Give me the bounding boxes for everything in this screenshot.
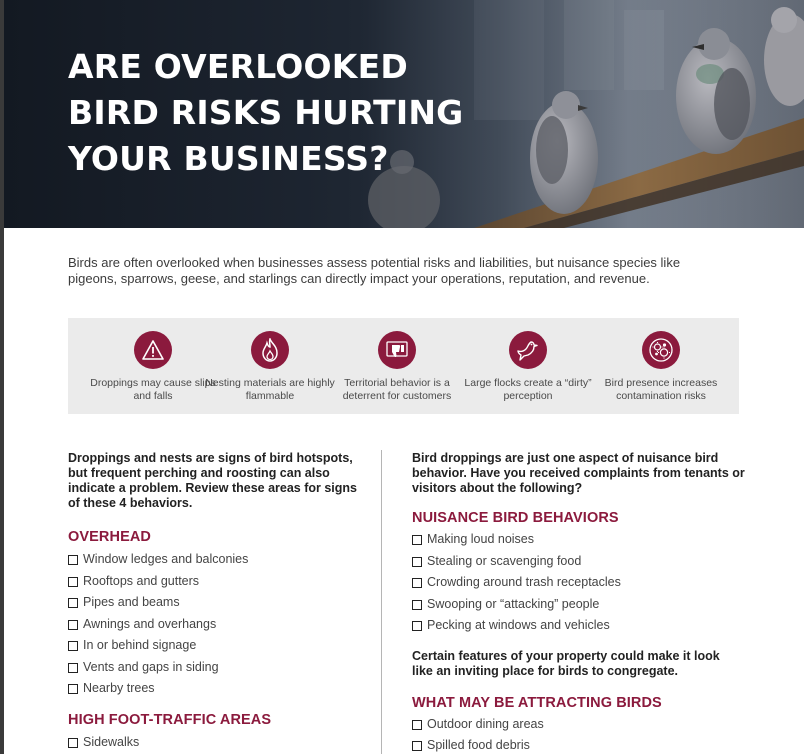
checklist-label: Pecking at windows and vehicles: [427, 618, 610, 632]
checklist-item: [412, 532, 752, 554]
warning-icon: [134, 331, 172, 369]
checklist-label: Window ledges and balconies: [83, 552, 249, 566]
risk-icons-band: [68, 318, 739, 414]
checklist-item: [412, 738, 752, 754]
right-column: [412, 451, 752, 754]
right-lead-text-2: Certain features of your property could make it look like an inviting place for birds to congregate.: [412, 648, 720, 678]
risk-label: Droppings may cause slips and falls: [90, 377, 216, 402]
checkbox[interactable]: [412, 578, 422, 588]
overhead-heading: OVERHEAD: [68, 529, 151, 545]
checkbox[interactable]: [68, 598, 78, 608]
checklist-item: [68, 595, 358, 617]
overhead-checklist: [68, 552, 358, 703]
checklist-label: Swooping or “attacking” people: [427, 596, 600, 611]
risk-label: Large flocks create a “dirty” perception: [464, 377, 592, 402]
checklist-label: Sidewalks: [83, 734, 140, 749]
checklist-item: [412, 717, 752, 739]
attracting-checklist: [412, 717, 752, 754]
checkbox[interactable]: [412, 535, 422, 545]
checkbox[interactable]: [412, 600, 422, 610]
checklist-item: [68, 617, 358, 639]
checkbox[interactable]: [68, 738, 78, 748]
title-line-3: YOUR BUSINESS?: [68, 139, 389, 178]
left-column: [68, 451, 358, 754]
checklist-label: Spilled food debris: [427, 738, 530, 752]
attracting-heading: WHAT MAY BE ATTRACTING BIRDS: [412, 694, 662, 711]
risk-item-slips: [88, 318, 218, 414]
intro-paragraph: Birds are often overlooked when businesses assess potential risks and liabilities, but nuisance species like pigeons, sparrows, geese, and starlings can directly impact your operations, reputation, and revenue.: [68, 255, 681, 286]
column-divider: [381, 450, 382, 754]
hero-banner: [4, 0, 804, 228]
checkbox[interactable]: [68, 577, 78, 587]
checkbox[interactable]: [68, 663, 78, 673]
checklist-label: In or behind signage: [83, 638, 197, 652]
risk-label: Bird presence increases contamination risks: [604, 377, 718, 402]
risk-item-perception: [463, 318, 593, 414]
checklist-label: Making loud noises: [427, 532, 535, 546]
checkbox[interactable]: [412, 720, 422, 730]
checklist-label: Nearby trees: [83, 681, 155, 695]
fire-icon: [251, 331, 289, 369]
risk-label: Nesting materials are highly flammable: [205, 377, 335, 402]
title-line-2: BIRD RISKS HURTING: [68, 93, 464, 132]
checkbox[interactable]: [412, 741, 422, 751]
germs-icon: [642, 331, 680, 369]
checkbox[interactable]: [412, 621, 422, 631]
checklist-label: Stealing or scavenging food: [427, 553, 582, 568]
risk-item-deterrent: [332, 318, 462, 414]
checklist-item: [68, 574, 358, 596]
checklist-item: [68, 638, 358, 660]
checklist-label: Rooftops and gutters: [83, 573, 200, 588]
checklist-item: [412, 575, 752, 597]
page-title: [68, 44, 508, 182]
checkbox[interactable]: [68, 620, 78, 630]
traffic-heading: HIGH FOOT-TRAFFIC AREAS: [68, 711, 272, 728]
checklist-label: Pipes and beams: [83, 595, 180, 609]
checklist-label: Crowding around trash receptacles: [427, 575, 621, 589]
title-line-1: ARE OVERLOOKED: [68, 47, 408, 86]
checkbox[interactable]: [68, 555, 78, 565]
right-lead-text: Bird droppings are just one aspect of nuisance bird behavior. Have you received complaints from tenants or visitors about the following?: [412, 451, 745, 495]
checkbox[interactable]: [68, 641, 78, 651]
checklist-item: [68, 552, 358, 574]
checklist-item: [68, 660, 358, 682]
checklist-item: [412, 618, 752, 640]
bird-icon: [509, 331, 547, 369]
behaviors-heading: NUISANCE BIRD BEHAVIORS: [412, 510, 619, 526]
checklist-item: [412, 554, 752, 576]
checklist-item: [68, 735, 358, 754]
risk-item-flammable: [205, 318, 335, 414]
risk-label: Territorial behavior is a deterrent for customers: [342, 377, 452, 402]
checkbox[interactable]: [412, 557, 422, 567]
left-lead-text: Droppings and nests are signs of bird hotspots, but frequent perching and roosting can also indicate a problem. Review these areas for signs of these 4 behaviors.: [68, 451, 357, 510]
risk-item-contamination: [596, 318, 726, 414]
checklist-label: Awnings and overhangs: [83, 616, 217, 631]
checklist-item: [68, 681, 358, 703]
checkbox[interactable]: [68, 684, 78, 694]
thumbs-down-icon: [378, 331, 416, 369]
checklist-label: Vents and gaps in siding: [83, 659, 219, 674]
checklist-label: Outdoor dining areas: [427, 716, 544, 731]
behaviors-checklist: [412, 532, 752, 640]
traffic-checklist: [68, 735, 358, 754]
checklist-item: [412, 597, 752, 619]
